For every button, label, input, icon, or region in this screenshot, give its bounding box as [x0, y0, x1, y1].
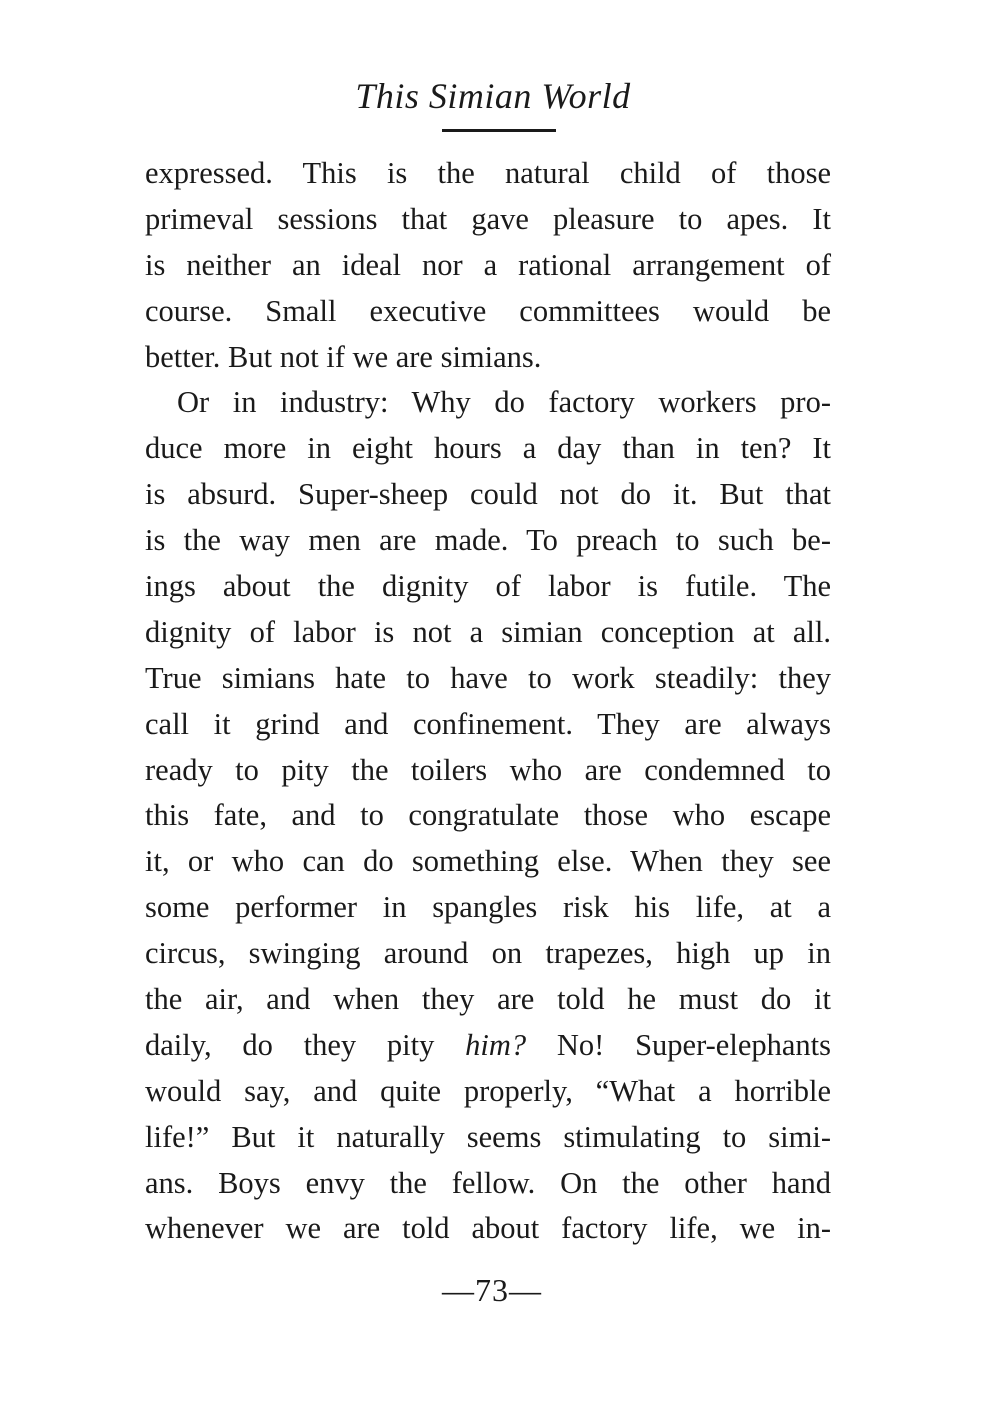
text-line: primeval sessions that gave pleasure to apes. It: [145, 201, 831, 236]
text-line: whenever we are told about factory life, we in-: [145, 1211, 831, 1246]
text-line-with-emphasis: [145, 1023, 831, 1069]
text-line: duce more in eight hours a day than in ten? It: [145, 431, 831, 466]
text-line: better. But not if we are simians.: [145, 339, 542, 374]
text-line: True simians hate to have to work steadily: they: [145, 660, 831, 695]
text-line: it, or who can do something else. When they see: [145, 844, 831, 879]
running-head-rule: [442, 129, 556, 132]
text-line: Or in industry: Why do factory workers pro-: [177, 385, 831, 420]
text-line: is neither an ideal nor a rational arrangement of: [145, 247, 831, 282]
text-line: circus, swinging around on trapezes, high up in: [145, 936, 831, 971]
text-line: ready to pity the toilers who are condemned to: [145, 752, 831, 787]
text-line: some performer in spangles risk his life, at a: [145, 890, 831, 925]
text-segment: daily, do they pity: [145, 1027, 466, 1062]
text-line: this fate, and to congratulate those who escape: [145, 798, 831, 833]
running-head-title: This Simian World: [355, 76, 631, 116]
text-segment: No! Super-elephants: [526, 1027, 831, 1062]
text-line: course. Small executive committees would be: [145, 293, 831, 328]
text-line: call it grind and confinement. They are always: [145, 706, 831, 741]
text-line: ings about the dignity of labor is futile. The: [145, 569, 831, 604]
body-text: [145, 151, 831, 1252]
text-line: ans. Boys envy the fellow. On the other hand: [145, 1165, 831, 1200]
text-line: dignity of labor is not a simian conception at all.: [145, 614, 831, 649]
text-line: life!” But it naturally seems stimulating to simi-: [145, 1119, 831, 1154]
emphasis-text: him?: [465, 1027, 527, 1062]
text-line: the air, and when they are told he must do it: [145, 982, 831, 1017]
text-line: would say, and quite properly, “What a horrible: [145, 1073, 831, 1108]
text-line: is absurd. Super-sheep could not do it. But that: [145, 477, 831, 512]
page-number-text: —73—: [442, 1272, 542, 1308]
text-line: expressed. This is the natural child of those: [145, 156, 831, 190]
running-head: [0, 74, 1000, 118]
page-number: [0, 1270, 1000, 1310]
text-line: is the way men are made. To preach to such be-: [145, 523, 831, 558]
